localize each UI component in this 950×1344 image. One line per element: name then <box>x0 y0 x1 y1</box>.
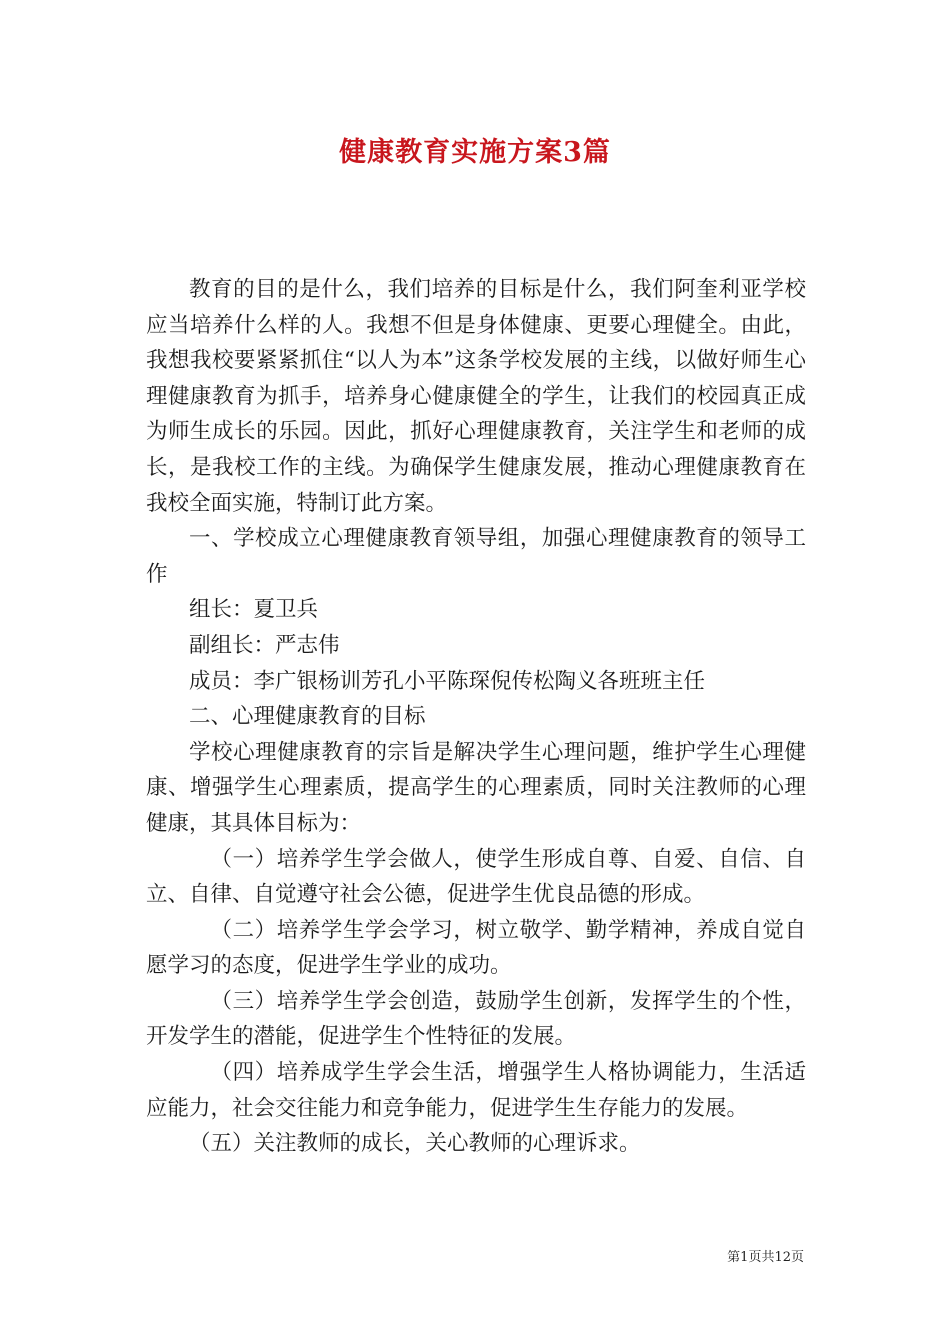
document-body <box>146 272 806 1162</box>
section-heading-2: 二、心理健康教育的目标 <box>189 704 426 730</box>
document-title: 健康教育实施方案3篇 <box>339 137 611 168</box>
paragraph-goal-2: （二）培养学生学会学习，树立敬学、勤学精神，养成自觉自愿学习的态度，促进学生学业的成功。 <box>146 917 806 979</box>
paragraph-deputy-leader: 副组长：严志伟 <box>189 632 340 658</box>
page-number: 第1页共12页 <box>727 1250 804 1265</box>
paragraph-goal-3: （三）培养学生学会创造，鼓励学生创新，发挥学生的个性，开发学生的潜能，促进学生个性特征的发展。 <box>146 988 806 1050</box>
paragraph-intro: 教育的目的是什么，我们培养的目标是什么，我们阿奎利亚学校应当培养什么样的人。我想不但是身体健康、更要心理健全。由此，我想我校要紧紧抓住“以人为本”这条学校发展的主线，以做好师生心理健康教育为抓手，培养身心健康健全的学生，让我们的校园真正成为师生成长的乐园。因此，抓好心理健康教育，关注学生和老师的成长，是我校工作的主线。为确保学生健康发展，推动心理健康教育在我校全面实施，特制订此方案。 <box>146 277 806 516</box>
paragraph-goal-5: （五）关注教师的成长，关心教师的心理诉求。 <box>189 1131 641 1157</box>
paragraph-group-leader: 组长：夏卫兵 <box>189 597 319 623</box>
paragraph-goal-1: （一）培养学生学会做人，使学生形成自尊、自爱、自信、自立、自律、自觉遵守社会公德，促进学生优良品德的形成。 <box>146 846 806 908</box>
section-heading-1: 一、学校成立心理健康教育领导组，加强心理健康教育的领导工作 <box>146 526 806 587</box>
paragraph-goals-intro: 学校心理健康教育的宗旨是解决学生心理问题，维护学生心理健康、增强学生心理素质，提高学生的心理素质，同时关注教师的心理健康，其具体目标为： <box>146 739 806 836</box>
paragraph-goal-4: （四）培养成学生学会生活，增强学生人格协调能力，生活适应能力，社会交往能力和竞争能力，促进学生生存能力的发展。 <box>146 1060 806 1121</box>
paragraph-members: 成员：李广银杨训芳孔小平陈琛倪传松陶义各班班主任 <box>189 668 706 694</box>
